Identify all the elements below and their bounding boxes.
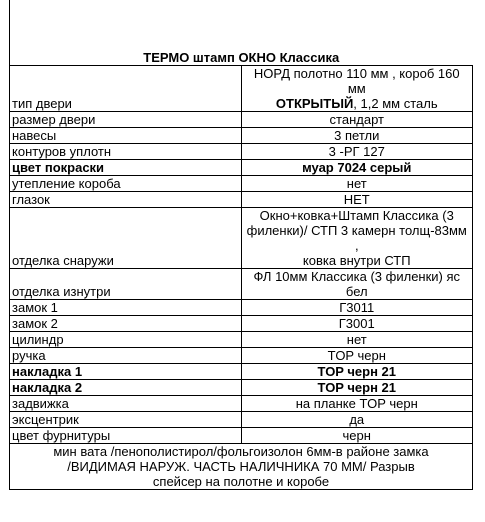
row-label: навесы — [10, 128, 242, 144]
row-label: замок 2 — [10, 316, 242, 332]
table-row — [10, 412, 473, 428]
value-bold: ОТКРЫТЫЙ — [275, 96, 354, 111]
value-line: филенки)/ СТП 3 камерн толщ-83мм , — [246, 223, 467, 253]
table-row — [10, 66, 473, 112]
row-value: нет — [241, 176, 473, 192]
row-value: да — [241, 412, 473, 428]
row-label: замок 1 — [10, 300, 242, 316]
table-row — [10, 208, 473, 269]
table-row — [10, 144, 473, 160]
row-value: TOP черн 21 — [241, 380, 473, 396]
row-label: размер двери — [10, 112, 242, 128]
table-row — [10, 112, 473, 128]
table-row — [10, 160, 473, 176]
row-value: Г3011 — [241, 300, 473, 316]
row-label: тип двери — [10, 66, 242, 112]
row-value: 3 петли — [241, 128, 473, 144]
row-value: TOP черн 21 — [241, 364, 473, 380]
row-value: черн — [241, 428, 473, 444]
row-label: цилиндр — [10, 332, 242, 348]
table-row — [10, 428, 473, 444]
table-row — [10, 192, 473, 208]
row-value: Г3001 — [241, 316, 473, 332]
row-value: ФЛ 10мм Классика (3 филенки) яс бел — [241, 269, 473, 300]
row-label: цвет покраски — [10, 160, 242, 176]
row-label: задвижка — [10, 396, 242, 412]
row-value: 3 -РГ 127 — [241, 144, 473, 160]
row-value: НЕТ — [241, 192, 473, 208]
grid-line — [9, 0, 10, 50]
row-label: отделка снаружи — [10, 208, 242, 269]
row-value: на планке TOP черн — [241, 396, 473, 412]
spec-table — [9, 49, 473, 490]
value-line: НОРД полотно 110 мм , короб 160 мм — [253, 66, 460, 96]
table-row — [10, 300, 473, 316]
table-row — [10, 396, 473, 412]
value-rest: , 1,2 мм сталь — [353, 96, 438, 111]
note-line: /ВИДИМАЯ НАРУЖ. ЧАСТЬ НАЛИЧНИКА 70 ММ/ Разрыв — [67, 459, 415, 474]
table-row — [10, 128, 473, 144]
row-label: отделка изнутри — [10, 269, 242, 300]
table-row — [10, 176, 473, 192]
row-label: эксцентрик — [10, 412, 242, 428]
row-value: TOP черн — [241, 348, 473, 364]
table-row — [10, 332, 473, 348]
note-line: мин вата /пенополистирол/фольгоизолон 6мм-в районе замка — [53, 444, 429, 459]
table-row — [10, 380, 473, 396]
value-line — [244, 96, 471, 111]
title-row — [10, 49, 473, 66]
sheet-title: ТЕРМО штамп ОКНО Классика — [10, 49, 473, 66]
row-label: глазок — [10, 192, 242, 208]
row-value — [241, 208, 473, 269]
row-label: контуров уплотн — [10, 144, 242, 160]
row-label: утепление короба — [10, 176, 242, 192]
table-row — [10, 316, 473, 332]
value-line: ковка внутри СТП — [302, 253, 411, 268]
row-value — [241, 66, 473, 112]
row-label: накладка 2 — [10, 380, 242, 396]
table-row — [10, 269, 473, 300]
row-label: цвет фурнитуры — [10, 428, 242, 444]
row-value: стандарт — [241, 112, 473, 128]
table-row — [10, 348, 473, 364]
table-row — [10, 364, 473, 380]
row-value: нет — [241, 332, 473, 348]
note-line: спейсер на полотне и коробе — [152, 474, 330, 489]
value-line: Окно+ковка+Штамп Классика (3 — [259, 208, 454, 223]
note-cell — [10, 444, 473, 490]
row-label: накладка 1 — [10, 364, 242, 380]
note-row — [10, 444, 473, 490]
row-label: ручка — [10, 348, 242, 364]
row-value: муар 7024 серый — [241, 160, 473, 176]
